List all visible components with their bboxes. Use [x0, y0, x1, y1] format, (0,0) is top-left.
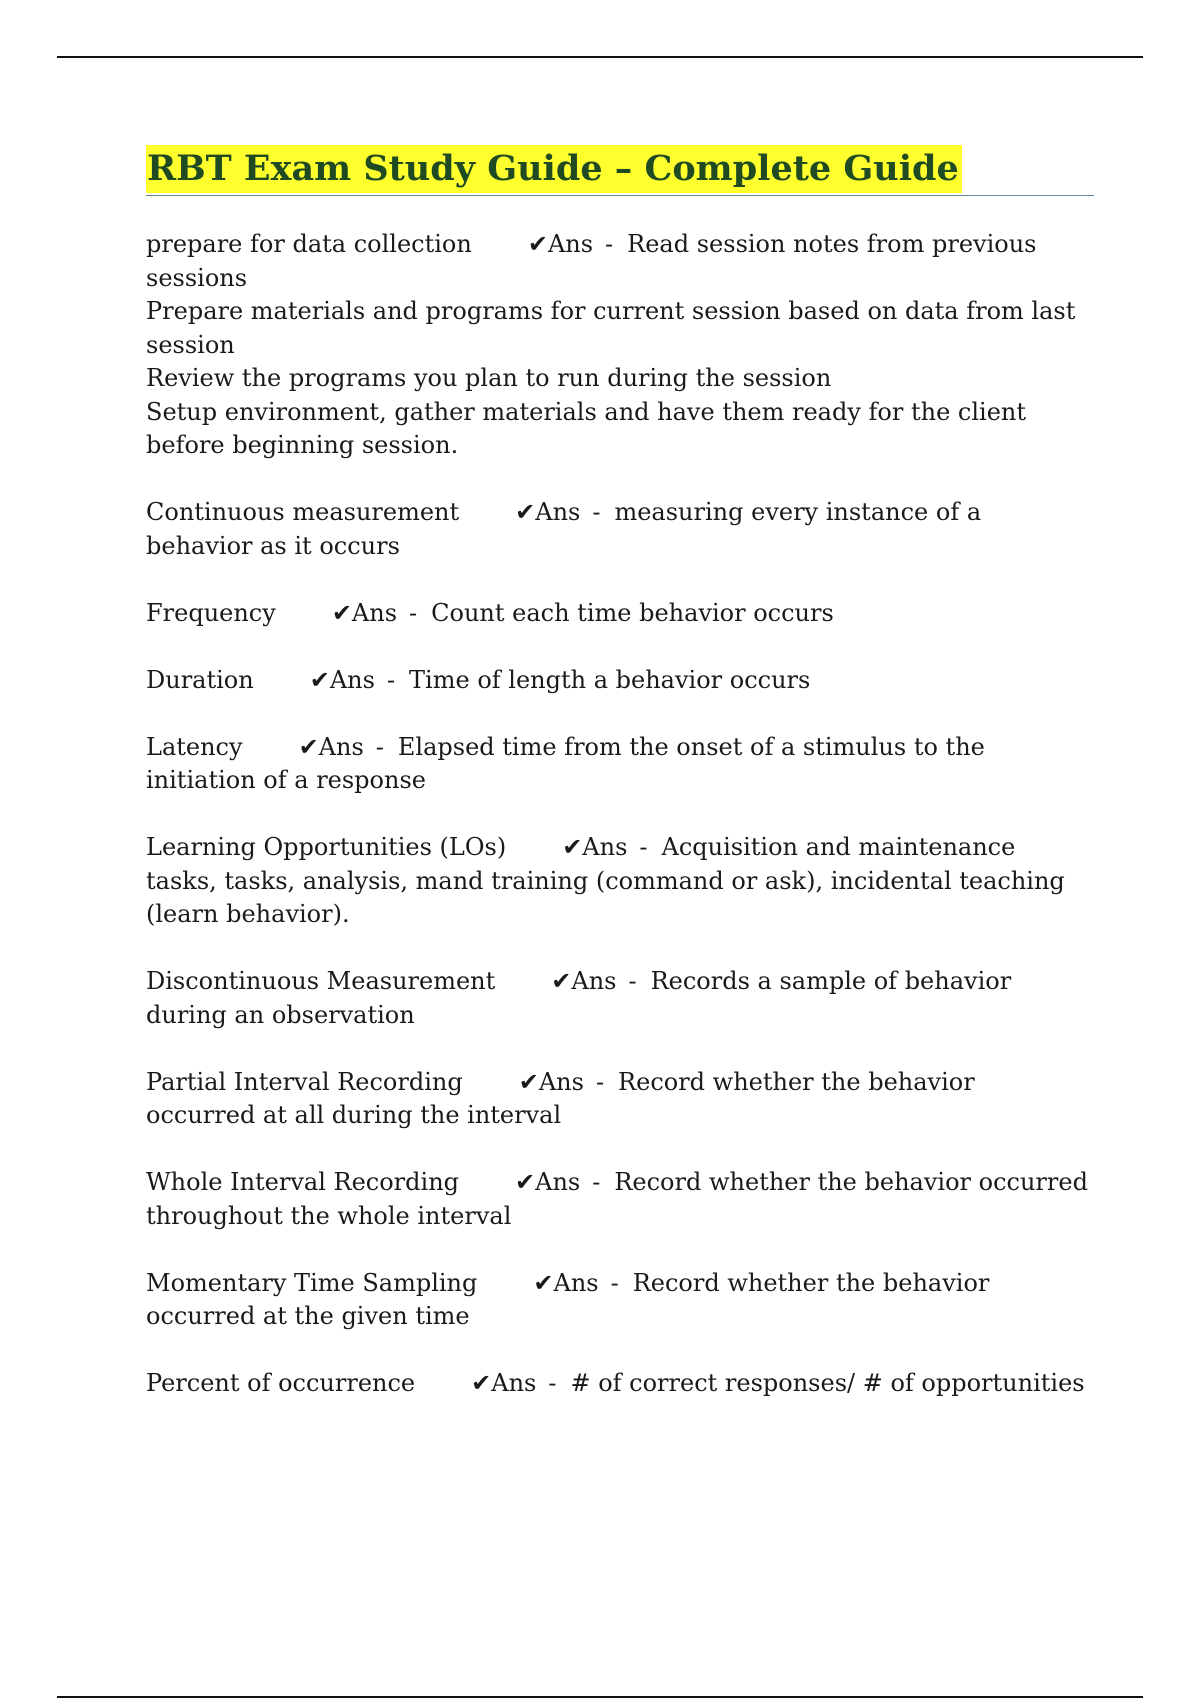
qa-answer-line: (learn behavior).: [146, 900, 350, 928]
ans-label: Ans: [538, 1067, 584, 1096]
ans-label: Ans: [351, 598, 398, 627]
ans-separator: -: [548, 1369, 557, 1397]
qa-term: Frequency: [146, 598, 276, 627]
qa-answer-line: throughout the whole interval: [146, 1201, 512, 1230]
ans-label: Ans: [329, 665, 375, 694]
ans-separator: -: [610, 1268, 619, 1297]
qa-answer-line: occurred at the given time: [146, 1302, 470, 1330]
ans-separator: -: [592, 1168, 601, 1196]
qa-answer-line: occurred at all during the interval: [146, 1101, 562, 1129]
qa-answer-first-line: Record whether the behavior: [632, 1268, 990, 1297]
ans-separator: -: [409, 598, 418, 627]
qa-term: Whole Interval Recording: [146, 1168, 460, 1196]
ans-separator: -: [375, 732, 384, 761]
qa-term: Partial Interval Recording: [146, 1067, 463, 1096]
qa-answer-first-line: # of correct responses/ # of opportunities: [570, 1369, 1085, 1397]
qa-answer-first-line: Record whether the behavior: [618, 1067, 975, 1096]
qa-term: Percent of occurrence: [146, 1369, 416, 1397]
qa-answer-line: sessions: [146, 263, 248, 292]
qa-term: Momentary Time Sampling: [146, 1268, 478, 1297]
qa-item: [146, 1367, 1094, 1401]
checkmark-icon: ✔: [533, 1268, 554, 1297]
qa-answer-first-line: Count each time behavior occurs: [431, 598, 834, 627]
qa-item: [146, 597, 1094, 631]
bottom-rule: [57, 1696, 1143, 1698]
checkmark-icon: ✔: [551, 967, 572, 995]
checkmark-icon: ✔: [331, 598, 352, 627]
ans-label: Ans: [535, 498, 581, 526]
qa-item: [146, 1267, 1094, 1334]
qa-term: Learning Opportunities (LOs): [146, 833, 507, 861]
qa-answer-line: Setup environment, gather materials and have them ready for the client: [146, 397, 1027, 426]
qa-term: Discontinuous Measurement: [146, 967, 496, 995]
qa-answer-line: Review the programs you plan to run during the session: [146, 364, 832, 392]
qa-item: [146, 664, 1094, 698]
checkmark-icon: ✔: [515, 498, 536, 526]
qa-answer-line: session: [146, 330, 235, 359]
title-block: [146, 145, 1094, 196]
qa-term: Latency: [146, 732, 243, 761]
ans-separator: -: [628, 967, 637, 995]
qa-answer-line: initiation of a response: [146, 766, 426, 794]
qa-item: [146, 1166, 1094, 1233]
qa-answer-first-line: Time of length a behavior occurs: [409, 665, 811, 694]
checkmark-icon: ✔: [298, 732, 319, 761]
ans-label: Ans: [547, 230, 594, 258]
checkmark-icon: ✔: [515, 1168, 536, 1196]
qa-item: [146, 1066, 1094, 1133]
ans-label: Ans: [571, 967, 617, 995]
document-body: [146, 145, 1094, 1434]
qa-answer-line: behavior as it occurs: [146, 531, 400, 560]
qa-answer-line: Prepare materials and programs for current session based on data from last: [146, 297, 1076, 325]
qa-item: [146, 496, 1094, 563]
qa-answer-first-line: Read session notes from previous: [627, 230, 1037, 258]
qa-answer-first-line: Records a sample of behavior: [650, 967, 1012, 995]
checkmark-icon: ✔: [471, 1369, 492, 1397]
qa-answer-first-line: Acquisition and maintenance: [661, 833, 1016, 861]
ans-separator: -: [605, 230, 614, 258]
checkmark-icon: ✔: [309, 665, 330, 694]
qa-answer-line: tasks, tasks, analysis, mand training (command or ask), incidental teaching: [146, 866, 1065, 895]
ans-label: Ans: [318, 732, 364, 761]
qa-term: prepare for data collection: [146, 230, 472, 258]
checkmark-icon: ✔: [518, 1067, 539, 1096]
page-title: RBT Exam Study Guide – Complete Guide: [146, 145, 962, 193]
qa-item: [146, 965, 1094, 1032]
qa-item: [146, 228, 1094, 463]
qa-item: [146, 731, 1094, 798]
qa-term: Duration: [146, 665, 254, 694]
ans-label: Ans: [582, 833, 628, 861]
ans-separator: -: [592, 498, 601, 526]
qa-answer-line: during an observation: [146, 1000, 415, 1029]
ans-label: Ans: [535, 1168, 581, 1196]
checkmark-icon: ✔: [527, 230, 548, 258]
qa-answer-first-line: Elapsed time from the onset of a stimulus to the: [397, 732, 985, 761]
qa-answer-line: before beginning session.: [146, 431, 459, 459]
checkmark-icon: ✔: [562, 833, 583, 861]
ans-separator: -: [386, 665, 396, 694]
ans-label: Ans: [491, 1369, 537, 1397]
qa-term: Continuous measurement: [146, 498, 460, 526]
ans-label: Ans: [553, 1268, 599, 1297]
qa-answer-first-line: measuring every instance of a: [614, 498, 982, 526]
ans-separator: -: [639, 833, 648, 861]
qa-item: [146, 831, 1094, 932]
top-rule: [57, 56, 1143, 58]
ans-separator: -: [595, 1067, 605, 1096]
qa-list: [146, 228, 1094, 1401]
qa-answer-first-line: Record whether the behavior occurred: [614, 1168, 1088, 1196]
